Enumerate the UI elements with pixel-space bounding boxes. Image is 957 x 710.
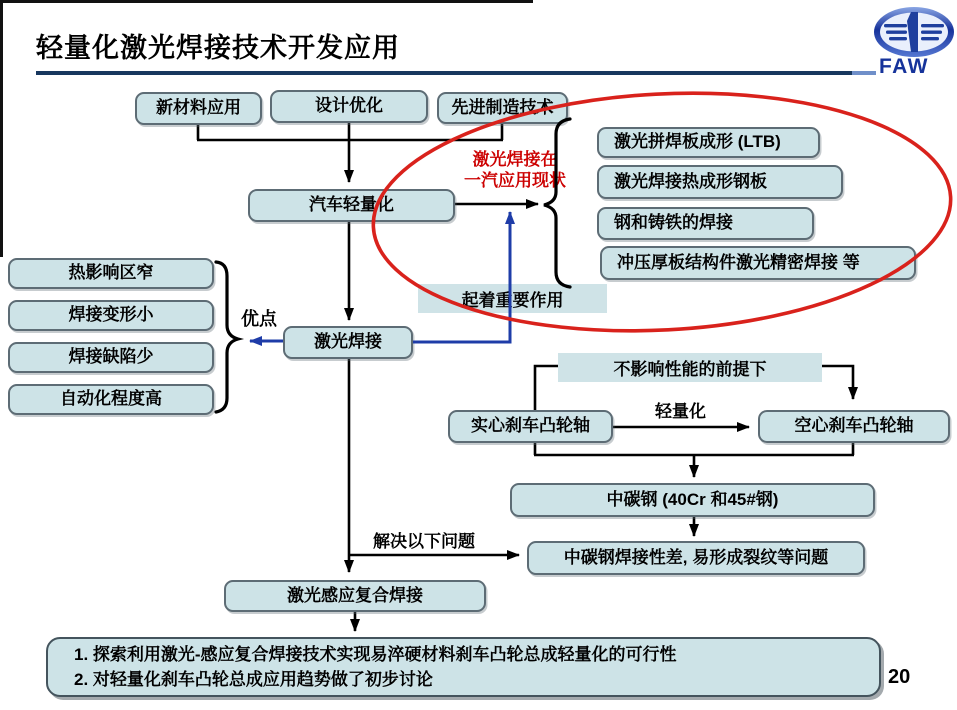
- strip-label: 不影响性能的前提下: [613, 360, 767, 379]
- box-solid-camshaft: [448, 410, 613, 443]
- box-label: 焊接变形小: [68, 305, 154, 325]
- box-new-materials: [135, 92, 262, 125]
- box-label: 空心刹车凸轮轴: [794, 416, 914, 436]
- premise-strip: [558, 353, 822, 382]
- summary-box: [46, 637, 881, 697]
- box-advantage-distortion: [8, 300, 214, 331]
- box-hollow-camshaft: [758, 410, 950, 443]
- faw-eagle-icon: [872, 6, 956, 58]
- box-label: 实心刹车凸轮轴: [471, 416, 590, 436]
- laser-status-line2: 一汽应用现状: [464, 171, 566, 190]
- box-application-hot-formed: [597, 165, 843, 199]
- title-underline: [36, 71, 852, 75]
- left-edge-artifact: [0, 0, 3, 257]
- top-edge-artifact: [0, 0, 533, 3]
- box-advantage-haz: [8, 258, 214, 289]
- solve-problems-label: 解决以下问题: [373, 532, 475, 551]
- slide-title: 轻量化激光焊接技术开发应用: [36, 33, 400, 63]
- box-label: 激光拼焊板成形 (LTB): [614, 132, 781, 152]
- box-advanced-manufacturing: [437, 92, 568, 124]
- box-design-optimization: [270, 90, 428, 123]
- strip-label: 起着重要作用: [461, 291, 564, 310]
- blue-arrow-to-status: [413, 212, 510, 342]
- box-label: 新材料应用: [156, 98, 241, 118]
- conclusion-line-1: 1. 探索利用激光-感应复合焊接技术实现易淬硬材料刹车凸轮总成轻量化的可行性: [74, 645, 677, 664]
- box-label: 设计优化: [315, 96, 383, 116]
- faw-logo-text: FAW: [879, 55, 929, 78]
- box-application-steel-castiron: [597, 207, 814, 240]
- box-application-thick-plate: [600, 246, 916, 280]
- important-role-strip: [418, 284, 607, 313]
- box-laser-welding: [283, 326, 413, 359]
- advantages-brace: [216, 262, 238, 412]
- box-advantage-defects: [8, 342, 214, 373]
- laser-status-line1: 激光焊接在: [472, 150, 558, 169]
- box-label: 激光焊接热成形钢板: [614, 171, 767, 191]
- box-label: 焊接缺陷少: [68, 347, 154, 367]
- box-label: 激光感应复合焊接: [287, 585, 423, 605]
- box-medium-carbon-steel: [510, 483, 875, 517]
- advantages-label: 优点: [241, 309, 277, 329]
- box-weld-problem: [527, 541, 865, 575]
- laser-status-label: [430, 149, 600, 191]
- lightweight-label: 轻量化: [655, 402, 706, 421]
- box-label: 汽车轻量化: [309, 195, 394, 215]
- box-application-ltb: [597, 127, 820, 158]
- box-label: 中碳钢 (40Cr 和45#钢): [606, 489, 779, 509]
- box-label: 先进制造技术: [451, 97, 554, 117]
- box-label: 自动化程度高: [60, 389, 162, 409]
- box-advantage-automation: [8, 384, 214, 415]
- conclusion-line-2: 2. 对轻量化刹车凸轮总成应用趋势做了初步讨论: [74, 670, 433, 689]
- applications-brace: [544, 119, 570, 287]
- box-car-lightweight: [248, 189, 455, 222]
- box-label: 钢和铸铁的焊接: [614, 213, 733, 233]
- box-hybrid-welding: [224, 580, 486, 612]
- box-label: 中碳钢焊接性差, 易形成裂纹等问题: [563, 547, 829, 567]
- box-label: 热影响区窄: [68, 263, 154, 283]
- page-number: 20: [888, 666, 911, 688]
- box-label: 激光焊接: [314, 332, 382, 352]
- box-label: 冲压厚板结构件激光精密焊接 等: [617, 252, 860, 272]
